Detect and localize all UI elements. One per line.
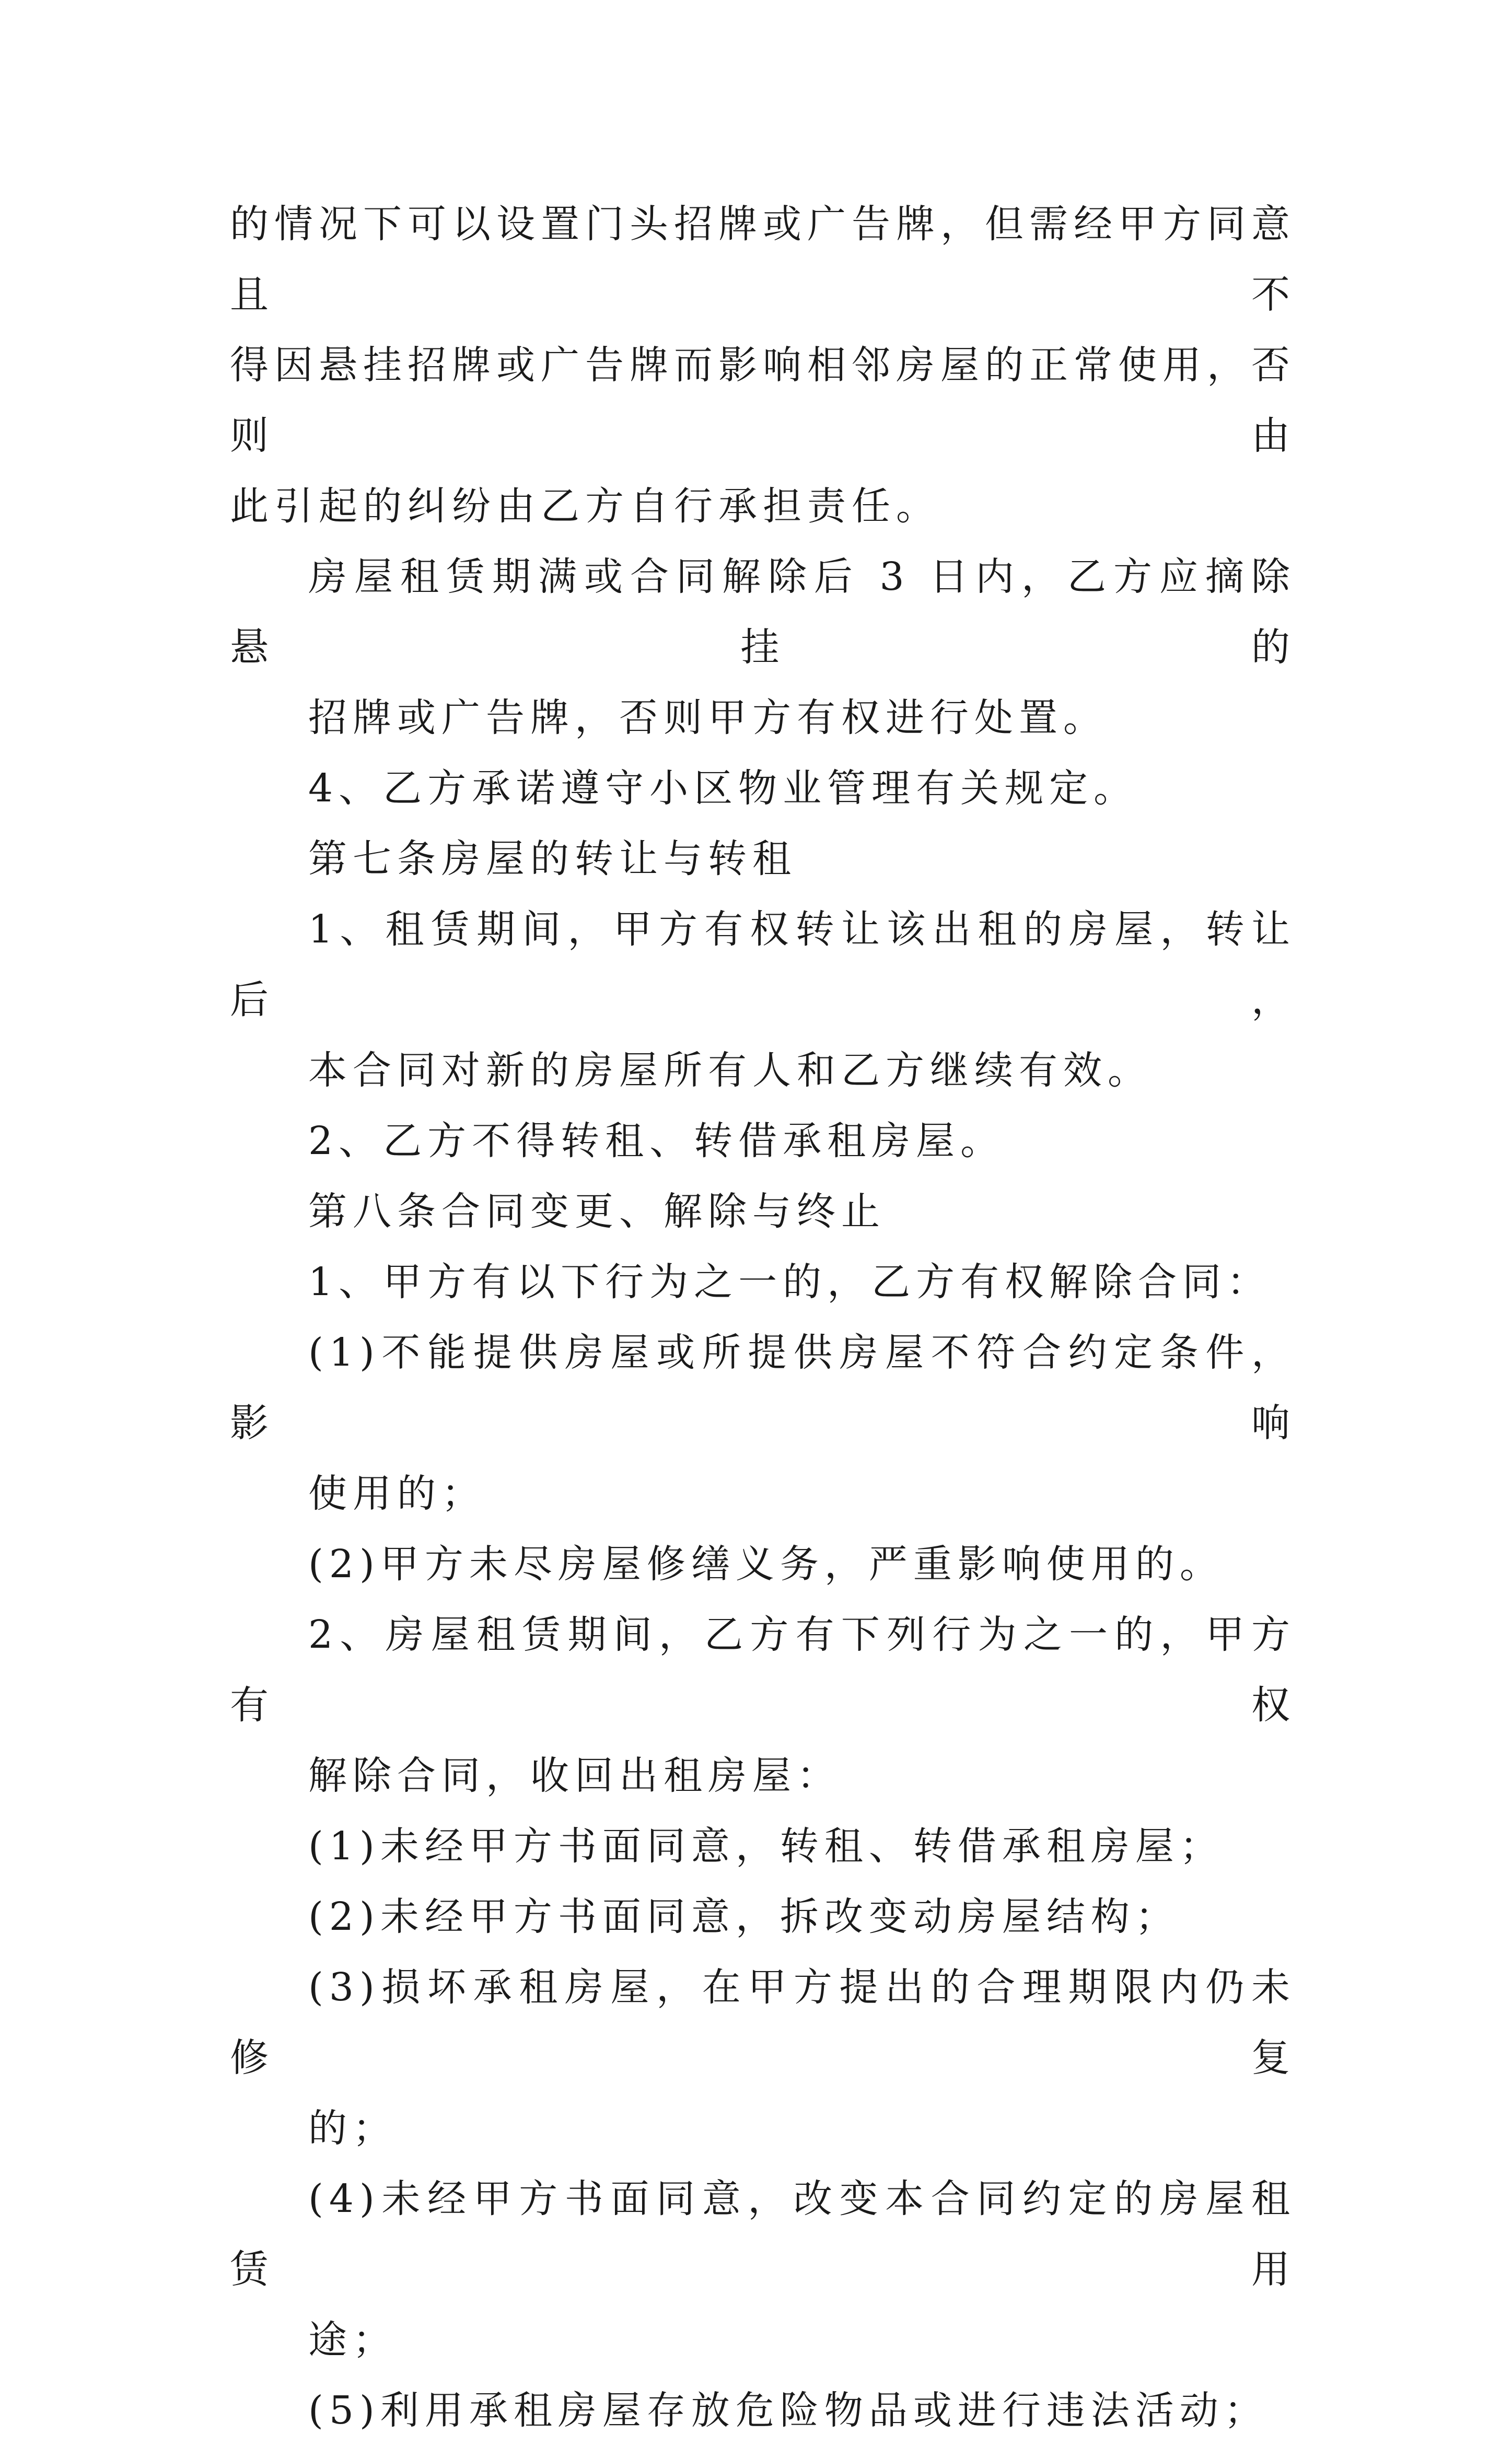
paragraph-article-8-2-sub-3 [230, 1952, 1296, 2164]
paragraph-article-8-2-sub-4 [230, 2164, 1296, 2375]
text-line: 的； [308, 2106, 397, 2151]
paragraph-signage-continued [230, 189, 1296, 542]
paragraph-article-8-2-sub-5 [230, 2375, 1296, 2446]
text-line: (4)未经甲方书面同意，改变本合同约定的房屋租赁用 [230, 2176, 1296, 2292]
text-line: 1、租赁期间，甲方有权转让该出租的房屋，转让后， [230, 907, 1296, 1022]
text-line: 得因悬挂招牌或广告牌而影响相邻房屋的正常使用，否则由 [230, 343, 1296, 458]
text-line: 第七条房屋的转让与转租 [308, 836, 797, 881]
paragraph-article-8-1-sub-1 [230, 1318, 1296, 1529]
text-line: (5)利用承租房屋存放危险物品或进行违法活动； [308, 2388, 1269, 2433]
text-line: 1、甲方有以下行为之一的，乙方有权解除合同： [308, 1260, 1272, 1304]
paragraph-article-8-2-sub-2 [230, 1882, 1296, 1952]
article-8-heading [230, 1177, 1296, 1247]
text-line: 途； [308, 2317, 397, 2362]
text-line: (1)不能提供房屋或所提供房屋不符合约定条件，影响 [230, 1330, 1296, 1446]
paragraph-article-8-item-2 [230, 1600, 1296, 1811]
paragraph-property-rules [230, 753, 1296, 824]
paragraph-article-7-item-1 [230, 894, 1296, 1106]
text-line: 招牌或广告牌，否则甲方有权进行处置。 [308, 695, 1108, 740]
text-line: 房屋租赁期满或合同解除后 3 日内，乙方应摘除悬挂的 [230, 554, 1296, 670]
text-line: 2、房屋租赁期间，乙方有下列行为之一的，甲方有权 [230, 1612, 1296, 1728]
article-7-heading [230, 824, 1296, 894]
text-line: (2)甲方未尽房屋修缮义务，严重影响使用的。 [308, 1542, 1224, 1587]
text-line: 使用的； [308, 1471, 486, 1516]
text-line: 第八条合同变更、解除与终止 [308, 1189, 886, 1234]
text-line: 本合同对新的房屋所有人和乙方继续有效。 [308, 1048, 1152, 1093]
paragraph-article-8-2-sub-1 [230, 1811, 1296, 1882]
text-line: 4、乙方承诺遵守小区物业管理有关规定。 [308, 766, 1138, 811]
document-body [230, 189, 1296, 2446]
paragraph-signage-removal [230, 542, 1296, 753]
text-line: (3)损坏承租房屋，在甲方提出的合理期限内仍未修复 [230, 1965, 1296, 2080]
text-line: 解除合同，收回出租房屋： [308, 1753, 841, 1798]
paragraph-article-8-item-1 [230, 1247, 1296, 1318]
text-line: (1)未经甲方书面同意，转租、转借承租房屋； [308, 1824, 1224, 1869]
text-line: 2、乙方不得转租、转借承租房屋。 [308, 1119, 1005, 1163]
paragraph-article-7-item-2 [230, 1106, 1296, 1177]
text-line: 此引起的纠纷由乙方自行承担责任。 [230, 484, 940, 529]
text-line: 的情况下可以设置门头招牌或广告牌，但需经甲方同意且不 [230, 202, 1296, 317]
paragraph-article-8-1-sub-2 [230, 1529, 1296, 1600]
text-line: (2)未经甲方书面同意，拆改变动房屋结构； [308, 1894, 1180, 1939]
